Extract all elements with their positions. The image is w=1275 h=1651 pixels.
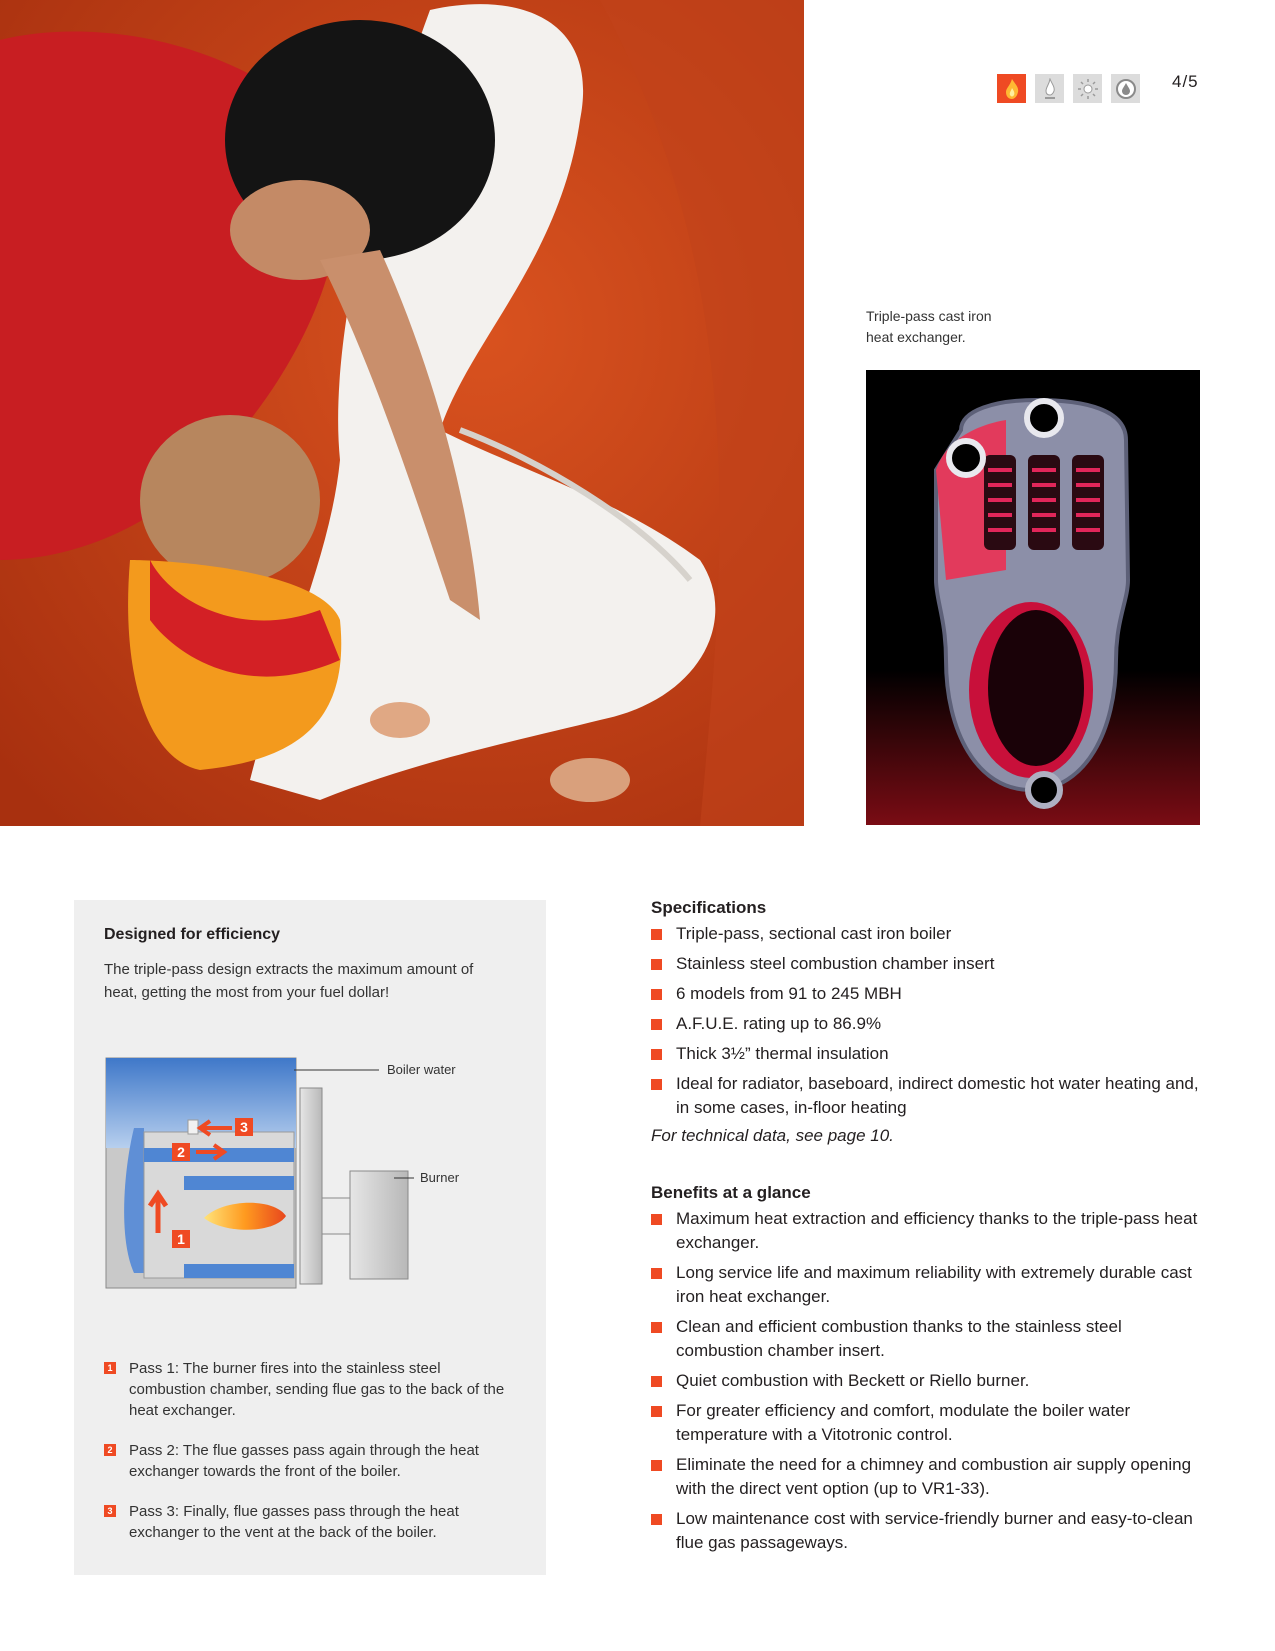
pass-text: Pass 2: The flue gasses pass again through the heat exchanger towards the front of the boiler. xyxy=(129,1442,479,1480)
burner-label: Burner xyxy=(420,1170,460,1185)
caption-line-2: heat exchanger. xyxy=(866,329,966,345)
heat-exchanger-photo xyxy=(866,370,1200,825)
list-item: Maximum heat extraction and efficiency thanks to the triple-pass heat exchanger. xyxy=(651,1207,1211,1255)
list-item: Ideal for radiator, baseboard, indirect domestic hot water heating and, in some cases, in-floor heating xyxy=(651,1072,1211,1120)
hero-photo xyxy=(0,0,804,826)
pass-number-badge: 2 xyxy=(104,1444,116,1456)
specifications-title: Specifications xyxy=(651,898,767,917)
pass-number-badge: 3 xyxy=(104,1505,116,1517)
panel-title: Designed for efficiency xyxy=(104,926,281,943)
boiler-water-label: Boiler water xyxy=(387,1062,456,1077)
list-item: Triple-pass, sectional cast iron boiler xyxy=(651,922,1211,946)
list-item: Low maintenance cost with service-friendly burner and easy-to-clean flue gas passageways. xyxy=(651,1507,1211,1555)
caption-line-1: Triple-pass cast iron xyxy=(866,308,992,324)
specifications-list xyxy=(651,922,1211,1120)
list-item: A.F.U.E. rating up to 86.9% xyxy=(651,1012,1211,1036)
list-item: Thick 3½” thermal insulation xyxy=(651,1042,1211,1066)
oil-flame-icon xyxy=(997,74,1026,103)
panel-intro: The triple-pass design extracts the maximum amount of heat, getting the most from your fuel dollar! xyxy=(104,961,474,1001)
benefits-section xyxy=(651,1183,1211,1561)
list-item: Quiet combustion with Beckett or Riello burner. xyxy=(651,1369,1211,1393)
pass-text: Pass 1: The burner fires into the stainless steel combustion chamber, sending flue gas to the back of the heat exchanger. xyxy=(129,1360,505,1419)
efficiency-panel xyxy=(74,900,546,1575)
specifications-section xyxy=(651,898,1211,1146)
list-item: 6 models from 91 to 245 MBH xyxy=(651,982,1211,1006)
benefits-list xyxy=(651,1207,1211,1555)
pass-number-badge: 1 xyxy=(104,1362,116,1374)
list-item: Stainless steel combustion chamber insert xyxy=(651,952,1211,976)
diagram-marker-3: 3 xyxy=(240,1119,248,1135)
solar-icon xyxy=(1073,74,1102,103)
list-item: Long service life and maximum reliability with extremely durable cast iron heat exchanger. xyxy=(651,1261,1211,1309)
pass-list xyxy=(104,1358,514,1562)
technical-data-note: For technical data, see page 10. xyxy=(651,1126,894,1145)
pass-item xyxy=(104,1440,514,1482)
photo-caption xyxy=(866,306,1066,348)
list-item: For greater efficiency and comfort, modulate the boiler water temperature with a Vitotronic control. xyxy=(651,1399,1211,1447)
pass-item xyxy=(104,1358,514,1421)
list-item: Clean and efficient combustion thanks to the stainless steel combustion chamber insert. xyxy=(651,1315,1211,1363)
pass-item xyxy=(104,1501,514,1543)
benefits-title: Benefits at a glance xyxy=(651,1183,811,1202)
diagram-marker-1: 1 xyxy=(177,1231,185,1247)
diagram-marker-2: 2 xyxy=(177,1144,185,1160)
page-number: 4/5 xyxy=(1172,72,1199,91)
pass-text: Pass 3: Finally, flue gasses pass through the heat exchanger to the vent at the back of the boiler. xyxy=(129,1503,459,1541)
triple-pass-diagram xyxy=(104,1048,484,1298)
gas-flame-icon xyxy=(1035,74,1064,103)
water-drop-icon xyxy=(1111,74,1140,103)
list-item: Eliminate the need for a chimney and combustion air supply opening with the direct vent option (up to VR1-33). xyxy=(651,1453,1211,1501)
fuel-type-icons xyxy=(997,74,1140,103)
